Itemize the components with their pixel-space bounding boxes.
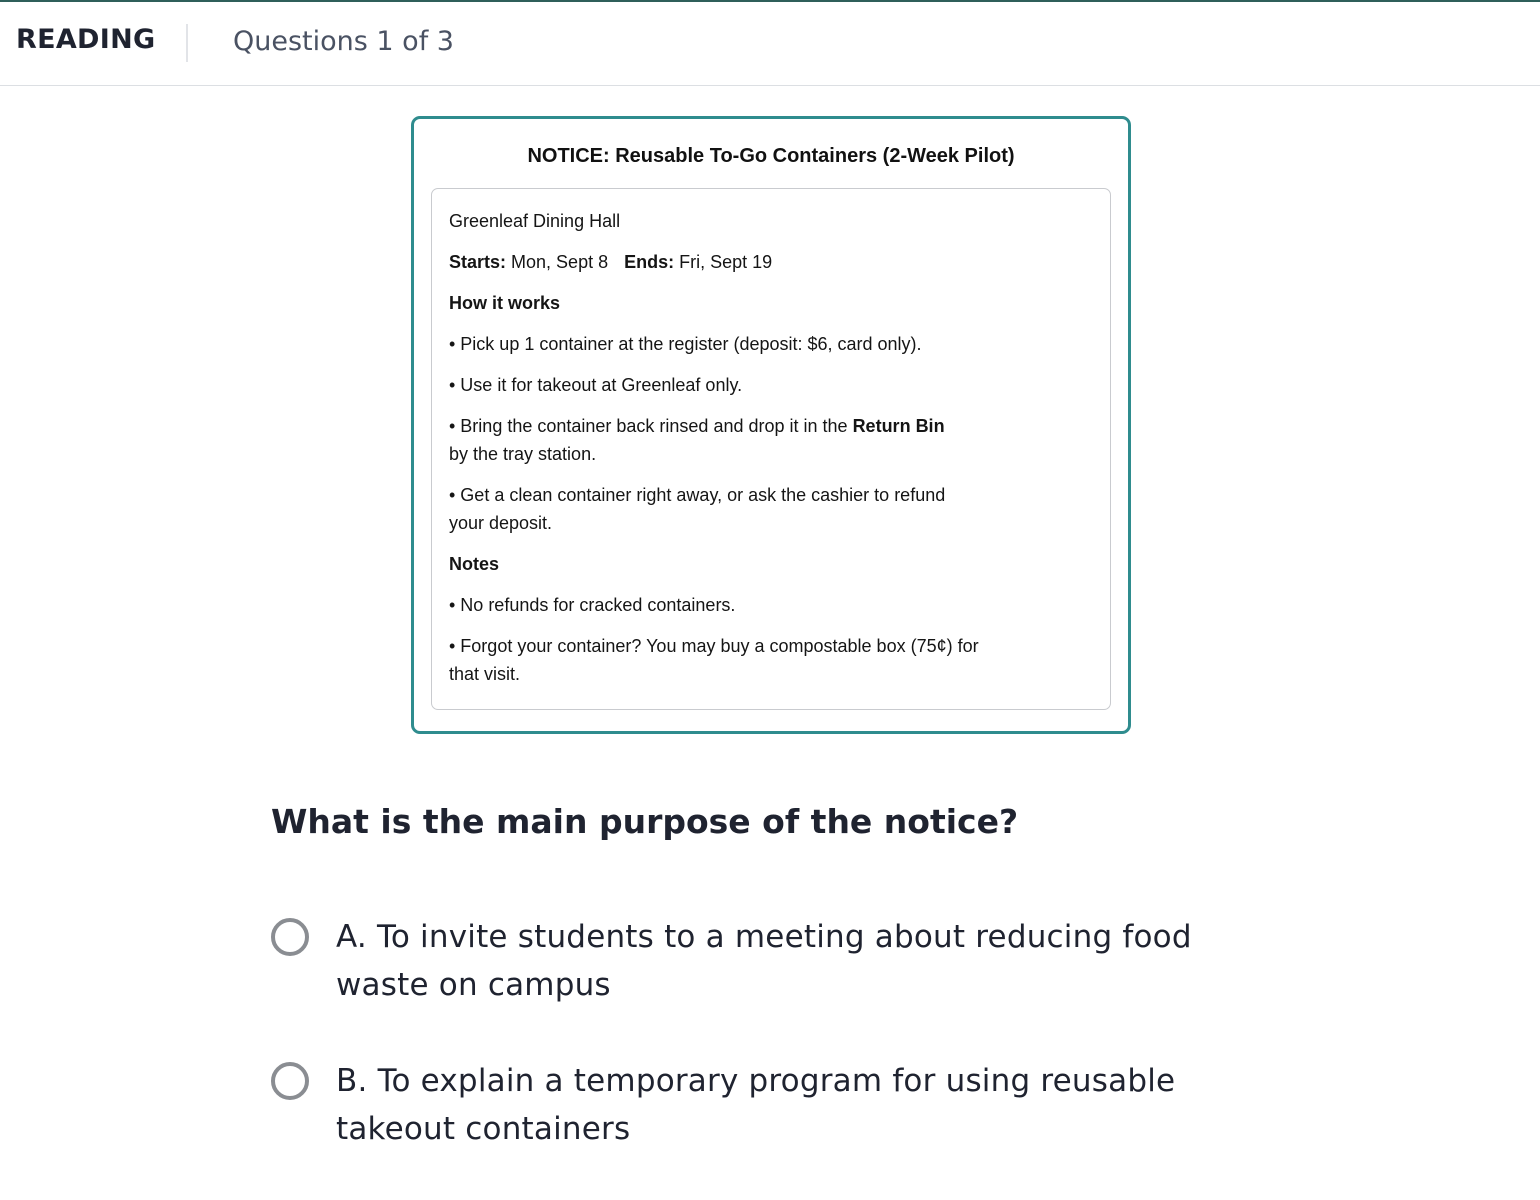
notes-item: • No refunds for cracked containers.: [449, 595, 736, 615]
notice-location: Greenleaf Dining Hall: [449, 211, 621, 231]
radio-button-a[interactable]: [271, 918, 309, 956]
notes-heading: [449, 550, 994, 578]
how-it-works-heading: [449, 289, 994, 317]
answer-option-a-label[interactable]: A. To invite students to a meeting about reducing food waste on campus: [336, 919, 1192, 1003]
return-bin-label: Return Bin: [852, 416, 945, 436]
section-label: READING: [16, 24, 156, 55]
how-item: • Pick up 1 container at the register (deposit: $6, card only).: [449, 334, 922, 354]
notice-dates: [449, 248, 994, 276]
starts-label: Starts:: [449, 252, 507, 272]
how-item: [449, 412, 994, 468]
question-prompt: What is the main purpose of the notice?: [271, 802, 1019, 841]
answer-option-a[interactable]: [271, 914, 1281, 1009]
how-item: • Use it for takeout at Greenleaf only.: [449, 375, 743, 395]
question-progress: Questions 1 of 3: [233, 26, 454, 57]
how-it-works-heading-text: How it works: [449, 293, 561, 313]
notice-card: [411, 116, 1131, 734]
answer-option-b[interactable]: [271, 1058, 1281, 1153]
answer-option-b-label[interactable]: B. To explain a temporary program for using reusable takeout containers: [336, 1063, 1176, 1147]
ends-value: Fri, Sept 19: [679, 252, 773, 272]
notice-body: [431, 188, 1111, 710]
notes-heading-text: Notes: [449, 554, 500, 574]
notes-item: • Forgot your container? You may buy a compostable box (75¢) for that visit.: [449, 636, 979, 684]
starts-value: Mon, Sept 8: [511, 252, 609, 272]
header-divider: [186, 24, 188, 62]
how-item: • Get a clean container right away, or ask the cashier to refund your deposit.: [449, 485, 946, 533]
how-item-text: • Bring the container back rinsed and drop it in the: [449, 416, 848, 436]
notice-title: NOTICE: Reusable To-Go Containers (2-Week Pilot): [527, 145, 1015, 167]
how-item-text-tail: by the tray station.: [449, 444, 597, 464]
top-bar: [0, 2, 1540, 86]
ends-label: Ends:: [624, 252, 675, 272]
radio-button-b[interactable]: [271, 1062, 309, 1100]
